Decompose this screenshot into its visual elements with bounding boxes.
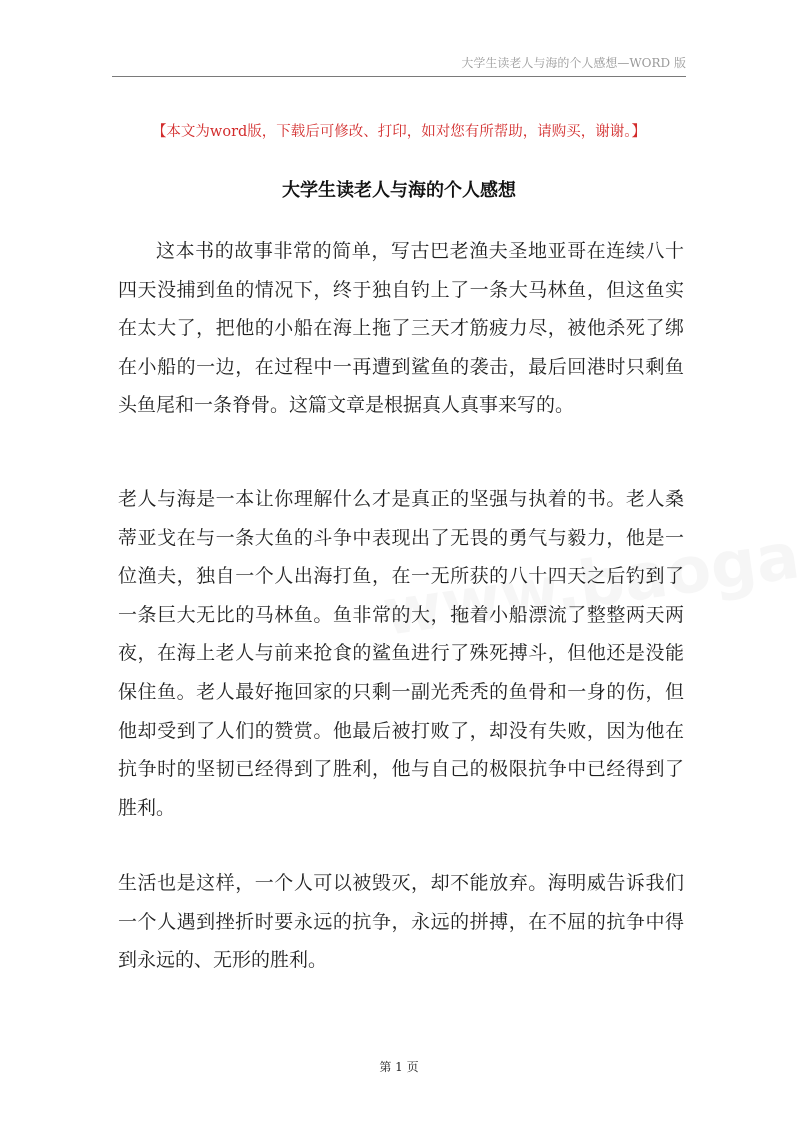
document-title: 大学生读老人与海的个人感想 xyxy=(282,180,516,201)
paragraph-2: 老人与海是一本让你理解什么才是真正的坚强与执着的书。老人桑蒂亚戈在与一条大鱼的斗争中表现出了无畏的勇气与毅力，他是一位渔夫，独自一个人出海打鱼，在一无所获的八十四天之后钓到了一条巨大无比的马林鱼。鱼非常的大，拖着小船漂流了整整两天两夜，在海上老人与前来抢食的鲨鱼进行了殊死搏斗，但他还是没能保住鱼。老人最好拖回家的只剩一副光秃秃的鱼骨和一身的伤，但他却受到了人们的赞赏。他最后被打败了，却没有失败，因为他在抗争时的坚韧已经得到了胜利，他与自己的极限抗争中已经得到了胜利。 xyxy=(118,488,684,819)
header-title: 大学生读老人与海的个人感想—WORD 版 xyxy=(461,56,686,70)
download-notice: 【本文为word版，下载后可修改、打印，如对您有所帮助，请购买，谢谢。】 xyxy=(151,124,647,140)
paragraph-1: 这本书的故事非常的简单，写古巴老渔夫圣地亚哥在连续八十四天没捕到鱼的情况下，终于独自钓上了一条大马林鱼，但这鱼实在太大了，把他的小船在海上拖了三天才筋疲力尽，被他杀死了绑在小船的一边，在过程中一再遭到鲨鱼的袭击，最后回港时只剩鱼头鱼尾和一条脊骨。这篇文章是根据真人真事来写的。 xyxy=(118,240,684,417)
page-header xyxy=(112,52,686,77)
page-number: 第 1 页 xyxy=(379,1060,419,1074)
paragraph-3: 生活也是这样，一个人可以被毁灭，却不能放弃。海明威告诉我们一个人遇到挫折时要永远的抗争，永远的拼搏，在不屈的抗争中得到永远的、无形的胜利。 xyxy=(118,872,684,972)
